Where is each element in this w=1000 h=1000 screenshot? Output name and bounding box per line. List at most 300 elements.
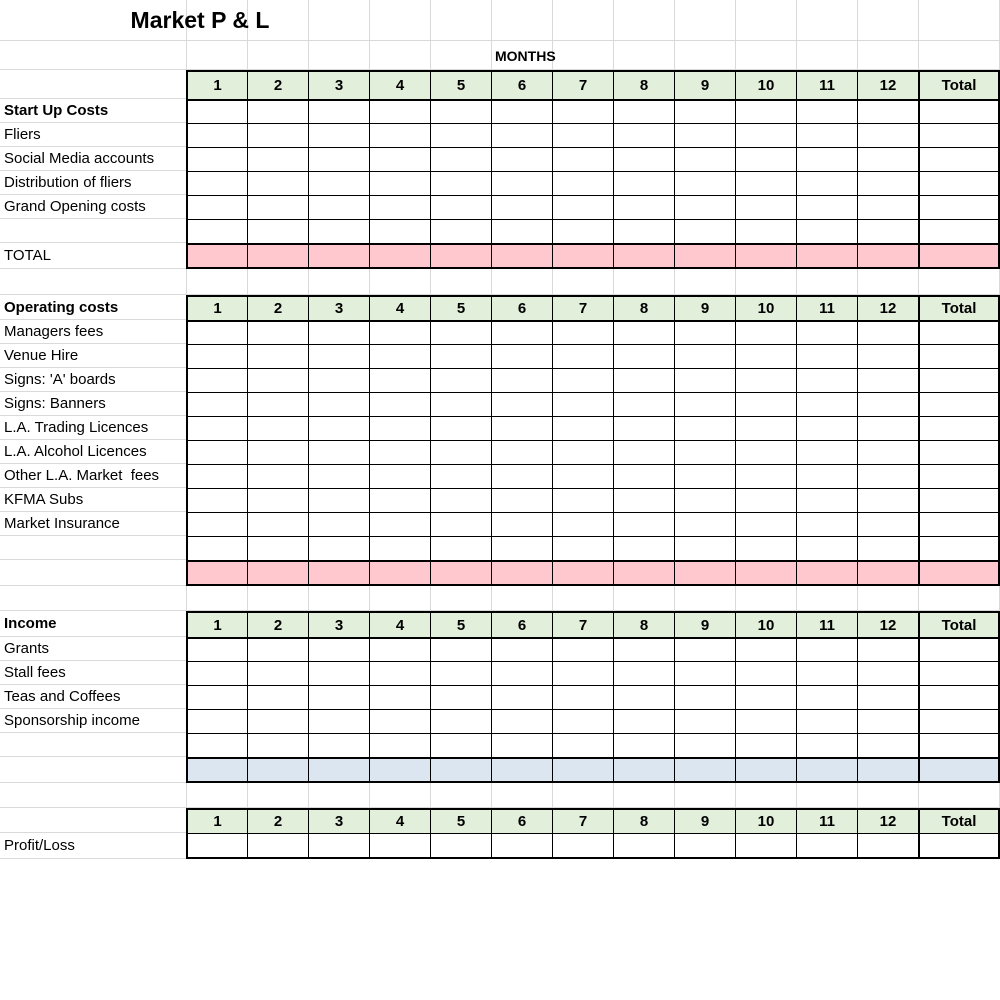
data-cell[interactable] bbox=[552, 637, 613, 661]
data-cell[interactable] bbox=[552, 440, 613, 464]
data-cell[interactable] bbox=[491, 344, 552, 368]
data-cell[interactable] bbox=[430, 536, 491, 560]
data-cell[interactable] bbox=[308, 440, 369, 464]
empty-grid-cell[interactable] bbox=[0, 41, 186, 70]
data-cell[interactable] bbox=[552, 99, 613, 123]
data-cell[interactable] bbox=[857, 195, 918, 219]
total-row-cell[interactable] bbox=[430, 560, 491, 586]
empty-grid-cell[interactable] bbox=[918, 269, 1000, 295]
empty-grid-cell[interactable] bbox=[674, 269, 735, 295]
data-cell[interactable] bbox=[491, 833, 552, 859]
income-total-cell[interactable] bbox=[491, 757, 552, 783]
data-cell[interactable] bbox=[430, 512, 491, 536]
data-cell[interactable] bbox=[491, 195, 552, 219]
total-row-cell[interactable] bbox=[308, 560, 369, 586]
data-cell[interactable] bbox=[369, 536, 430, 560]
data-cell[interactable] bbox=[918, 488, 1000, 512]
data-cell[interactable] bbox=[796, 488, 857, 512]
empty-grid-cell[interactable] bbox=[369, 41, 430, 70]
empty-grid-cell[interactable] bbox=[674, 783, 735, 808]
row-label-sponsorship-income[interactable]: Sponsorship income bbox=[0, 709, 186, 733]
data-cell[interactable] bbox=[491, 536, 552, 560]
data-cell[interactable] bbox=[796, 392, 857, 416]
data-cell[interactable] bbox=[308, 344, 369, 368]
data-cell[interactable] bbox=[308, 416, 369, 440]
data-cell[interactable] bbox=[735, 147, 796, 171]
data-cell[interactable] bbox=[918, 368, 1000, 392]
empty-grid-cell[interactable] bbox=[430, 0, 491, 41]
empty-grid-cell[interactable] bbox=[613, 269, 674, 295]
income-total-cell[interactable] bbox=[247, 757, 308, 783]
empty-label-cell[interactable] bbox=[0, 733, 186, 757]
data-cell[interactable] bbox=[491, 733, 552, 757]
data-cell[interactable] bbox=[796, 833, 857, 859]
data-cell[interactable] bbox=[247, 661, 308, 685]
empty-grid-cell[interactable] bbox=[735, 269, 796, 295]
data-cell[interactable] bbox=[918, 661, 1000, 685]
month-header-cell[interactable]: 1 bbox=[186, 808, 247, 833]
data-cell[interactable] bbox=[735, 344, 796, 368]
data-cell[interactable] bbox=[186, 833, 247, 859]
month-header-cell[interactable]: 4 bbox=[369, 611, 430, 637]
empty-grid-cell[interactable] bbox=[247, 783, 308, 808]
data-cell[interactable] bbox=[735, 99, 796, 123]
month-header-cell[interactable]: 6 bbox=[491, 295, 552, 320]
data-cell[interactable] bbox=[247, 392, 308, 416]
data-cell[interactable] bbox=[369, 733, 430, 757]
data-cell[interactable] bbox=[674, 833, 735, 859]
data-cell[interactable] bbox=[308, 488, 369, 512]
data-cell[interactable] bbox=[735, 464, 796, 488]
month-header-cell[interactable]: 2 bbox=[247, 295, 308, 320]
income-total-cell[interactable] bbox=[857, 757, 918, 783]
empty-grid-cell[interactable] bbox=[0, 783, 186, 808]
data-cell[interactable] bbox=[247, 512, 308, 536]
data-cell[interactable] bbox=[735, 416, 796, 440]
row-label-signs-a-boards[interactable]: Signs: 'A' boards bbox=[0, 368, 186, 392]
data-cell[interactable] bbox=[674, 464, 735, 488]
data-cell[interactable] bbox=[430, 637, 491, 661]
data-cell[interactable] bbox=[308, 195, 369, 219]
month-header-cell[interactable]: 6 bbox=[491, 808, 552, 833]
data-cell[interactable] bbox=[796, 416, 857, 440]
data-cell[interactable] bbox=[918, 147, 1000, 171]
total-row-cell[interactable] bbox=[491, 243, 552, 269]
row-label-l-a-alcohol-licences[interactable]: L.A. Alcohol Licences bbox=[0, 440, 186, 464]
data-cell[interactable] bbox=[552, 392, 613, 416]
row-label-kfma-subs[interactable]: KFMA Subs bbox=[0, 488, 186, 512]
data-cell[interactable] bbox=[491, 123, 552, 147]
income-total-cell[interactable] bbox=[613, 757, 674, 783]
empty-grid-cell[interactable] bbox=[796, 0, 857, 41]
row-label-grand-opening-costs[interactable]: Grand Opening costs bbox=[0, 195, 186, 219]
data-cell[interactable] bbox=[796, 685, 857, 709]
month-header-cell[interactable]: 3 bbox=[308, 611, 369, 637]
data-cell[interactable] bbox=[552, 416, 613, 440]
row-label-managers-fees[interactable]: Managers fees bbox=[0, 320, 186, 344]
data-cell[interactable] bbox=[674, 99, 735, 123]
month-header-cell[interactable]: 11 bbox=[796, 70, 857, 99]
data-cell[interactable] bbox=[918, 709, 1000, 733]
data-cell[interactable] bbox=[186, 392, 247, 416]
row-label-venue-hire[interactable]: Venue Hire bbox=[0, 344, 186, 368]
data-cell[interactable] bbox=[735, 733, 796, 757]
data-cell[interactable] bbox=[613, 99, 674, 123]
month-header-cell[interactable]: 4 bbox=[369, 808, 430, 833]
data-cell[interactable] bbox=[491, 392, 552, 416]
total-row-cell[interactable] bbox=[552, 243, 613, 269]
row-label-distribution-of-fliers[interactable]: Distribution of fliers bbox=[0, 171, 186, 195]
total-row-cell[interactable] bbox=[247, 243, 308, 269]
data-cell[interactable] bbox=[735, 123, 796, 147]
data-cell[interactable] bbox=[857, 416, 918, 440]
month-header-cell[interactable]: 9 bbox=[674, 808, 735, 833]
data-cell[interactable] bbox=[491, 416, 552, 440]
month-header-cell[interactable]: 3 bbox=[308, 70, 369, 99]
data-cell[interactable] bbox=[308, 219, 369, 243]
data-cell[interactable] bbox=[796, 464, 857, 488]
data-cell[interactable] bbox=[430, 416, 491, 440]
data-cell[interactable] bbox=[369, 171, 430, 195]
data-cell[interactable] bbox=[918, 195, 1000, 219]
total-header-cell[interactable]: Total bbox=[918, 295, 1000, 320]
month-header-cell[interactable]: 3 bbox=[308, 295, 369, 320]
income-total-cell[interactable] bbox=[918, 757, 1000, 783]
data-cell[interactable] bbox=[552, 685, 613, 709]
data-cell[interactable] bbox=[857, 368, 918, 392]
row-label-fliers[interactable]: Fliers bbox=[0, 123, 186, 147]
month-header-cell[interactable]: 12 bbox=[857, 70, 918, 99]
data-cell[interactable] bbox=[247, 440, 308, 464]
data-cell[interactable] bbox=[918, 219, 1000, 243]
data-cell[interactable] bbox=[369, 368, 430, 392]
month-header-cell[interactable]: 2 bbox=[247, 808, 308, 833]
data-cell[interactable] bbox=[430, 195, 491, 219]
empty-grid-cell[interactable] bbox=[735, 586, 796, 611]
data-cell[interactable] bbox=[552, 512, 613, 536]
data-cell[interactable] bbox=[857, 123, 918, 147]
data-cell[interactable] bbox=[552, 171, 613, 195]
empty-label-cell[interactable] bbox=[0, 757, 186, 783]
data-cell[interactable] bbox=[247, 219, 308, 243]
total-row-cell[interactable] bbox=[613, 243, 674, 269]
data-cell[interactable] bbox=[186, 709, 247, 733]
data-cell[interactable] bbox=[796, 147, 857, 171]
data-cell[interactable] bbox=[552, 536, 613, 560]
row-label-profit-loss[interactable]: Profit/Loss bbox=[0, 833, 186, 859]
empty-grid-cell[interactable] bbox=[186, 586, 247, 611]
data-cell[interactable] bbox=[918, 833, 1000, 859]
data-cell[interactable] bbox=[186, 123, 247, 147]
empty-grid-cell[interactable] bbox=[491, 586, 552, 611]
data-cell[interactable] bbox=[857, 99, 918, 123]
data-cell[interactable] bbox=[735, 219, 796, 243]
data-cell[interactable] bbox=[369, 320, 430, 344]
month-header-cell[interactable]: 8 bbox=[613, 70, 674, 99]
empty-grid-cell[interactable] bbox=[430, 41, 491, 70]
month-header-cell[interactable]: 5 bbox=[430, 611, 491, 637]
data-cell[interactable] bbox=[735, 709, 796, 733]
data-cell[interactable] bbox=[674, 320, 735, 344]
data-cell[interactable] bbox=[430, 219, 491, 243]
data-cell[interactable] bbox=[247, 123, 308, 147]
row-label-social-media-accounts[interactable]: Social Media accounts bbox=[0, 147, 186, 171]
data-cell[interactable] bbox=[369, 392, 430, 416]
data-cell[interactable] bbox=[674, 344, 735, 368]
income-total-cell[interactable] bbox=[308, 757, 369, 783]
data-cell[interactable] bbox=[857, 320, 918, 344]
month-header-cell[interactable]: 7 bbox=[552, 808, 613, 833]
data-cell[interactable] bbox=[430, 171, 491, 195]
data-cell[interactable] bbox=[247, 195, 308, 219]
data-cell[interactable] bbox=[186, 733, 247, 757]
data-cell[interactable] bbox=[308, 512, 369, 536]
total-row-cell[interactable] bbox=[735, 560, 796, 586]
empty-grid-cell[interactable] bbox=[857, 269, 918, 295]
month-header-cell[interactable]: 7 bbox=[552, 295, 613, 320]
data-cell[interactable] bbox=[247, 171, 308, 195]
row-label-start-up-costs[interactable]: Start Up Costs bbox=[0, 99, 186, 123]
empty-grid-cell[interactable] bbox=[491, 783, 552, 808]
empty-grid-cell[interactable] bbox=[735, 783, 796, 808]
data-cell[interactable] bbox=[552, 344, 613, 368]
data-cell[interactable] bbox=[430, 123, 491, 147]
data-cell[interactable] bbox=[430, 464, 491, 488]
data-cell[interactable] bbox=[796, 123, 857, 147]
empty-grid-cell[interactable] bbox=[308, 586, 369, 611]
data-cell[interactable] bbox=[674, 392, 735, 416]
data-cell[interactable] bbox=[430, 392, 491, 416]
empty-grid-cell[interactable] bbox=[308, 783, 369, 808]
empty-grid-cell[interactable] bbox=[552, 269, 613, 295]
month-header-cell[interactable]: 8 bbox=[613, 295, 674, 320]
data-cell[interactable] bbox=[186, 416, 247, 440]
data-cell[interactable] bbox=[369, 123, 430, 147]
data-cell[interactable] bbox=[918, 536, 1000, 560]
data-cell[interactable] bbox=[247, 344, 308, 368]
data-cell[interactable] bbox=[735, 512, 796, 536]
data-cell[interactable] bbox=[674, 123, 735, 147]
month-header-cell[interactable]: 5 bbox=[430, 295, 491, 320]
data-cell[interactable] bbox=[369, 440, 430, 464]
empty-grid-cell[interactable] bbox=[918, 783, 1000, 808]
data-cell[interactable] bbox=[796, 536, 857, 560]
data-cell[interactable] bbox=[247, 536, 308, 560]
row-label-total[interactable]: TOTAL bbox=[0, 243, 186, 269]
month-header-cell[interactable]: 5 bbox=[430, 808, 491, 833]
data-cell[interactable] bbox=[857, 219, 918, 243]
data-cell[interactable] bbox=[796, 344, 857, 368]
data-cell[interactable] bbox=[613, 123, 674, 147]
data-cell[interactable] bbox=[308, 320, 369, 344]
data-cell[interactable] bbox=[247, 488, 308, 512]
data-cell[interactable] bbox=[369, 637, 430, 661]
total-header-cell[interactable]: Total bbox=[918, 808, 1000, 833]
data-cell[interactable] bbox=[247, 709, 308, 733]
total-row-cell[interactable] bbox=[186, 560, 247, 586]
data-cell[interactable] bbox=[308, 833, 369, 859]
empty-grid-cell[interactable] bbox=[247, 41, 308, 70]
data-cell[interactable] bbox=[186, 685, 247, 709]
data-cell[interactable] bbox=[552, 147, 613, 171]
data-cell[interactable] bbox=[857, 392, 918, 416]
empty-grid-cell[interactable] bbox=[735, 0, 796, 41]
data-cell[interactable] bbox=[308, 171, 369, 195]
month-header-cell[interactable]: 8 bbox=[613, 808, 674, 833]
data-cell[interactable] bbox=[369, 195, 430, 219]
data-cell[interactable] bbox=[796, 637, 857, 661]
data-cell[interactable] bbox=[430, 685, 491, 709]
data-cell[interactable] bbox=[186, 147, 247, 171]
data-cell[interactable] bbox=[857, 488, 918, 512]
data-cell[interactable] bbox=[918, 171, 1000, 195]
month-header-cell[interactable]: 1 bbox=[186, 611, 247, 637]
data-cell[interactable] bbox=[552, 733, 613, 757]
data-cell[interactable] bbox=[247, 637, 308, 661]
month-header-cell[interactable]: 9 bbox=[674, 295, 735, 320]
data-cell[interactable] bbox=[613, 440, 674, 464]
data-cell[interactable] bbox=[735, 440, 796, 464]
data-cell[interactable] bbox=[674, 709, 735, 733]
section-header-label-income[interactable]: Income bbox=[0, 611, 186, 637]
data-cell[interactable] bbox=[491, 368, 552, 392]
data-cell[interactable] bbox=[369, 833, 430, 859]
data-cell[interactable] bbox=[857, 512, 918, 536]
data-cell[interactable] bbox=[735, 392, 796, 416]
empty-grid-cell[interactable] bbox=[918, 0, 1000, 41]
data-cell[interactable] bbox=[430, 320, 491, 344]
data-cell[interactable] bbox=[735, 685, 796, 709]
total-row-cell[interactable] bbox=[735, 243, 796, 269]
data-cell[interactable] bbox=[430, 833, 491, 859]
data-cell[interactable] bbox=[918, 99, 1000, 123]
data-cell[interactable] bbox=[857, 709, 918, 733]
empty-grid-cell[interactable] bbox=[186, 269, 247, 295]
empty-grid-cell[interactable] bbox=[857, 783, 918, 808]
empty-grid-cell[interactable] bbox=[186, 783, 247, 808]
data-cell[interactable] bbox=[674, 661, 735, 685]
data-cell[interactable] bbox=[918, 637, 1000, 661]
data-cell[interactable] bbox=[674, 416, 735, 440]
empty-grid-cell[interactable] bbox=[552, 0, 613, 41]
data-cell[interactable] bbox=[247, 416, 308, 440]
data-cell[interactable] bbox=[186, 368, 247, 392]
data-cell[interactable] bbox=[735, 195, 796, 219]
data-cell[interactable] bbox=[918, 440, 1000, 464]
income-total-cell[interactable] bbox=[674, 757, 735, 783]
data-cell[interactable] bbox=[613, 195, 674, 219]
data-cell[interactable] bbox=[369, 464, 430, 488]
data-cell[interactable] bbox=[918, 512, 1000, 536]
empty-grid-cell[interactable] bbox=[796, 41, 857, 70]
data-cell[interactable] bbox=[796, 512, 857, 536]
row-label-grants[interactable]: Grants bbox=[0, 637, 186, 661]
data-cell[interactable] bbox=[674, 195, 735, 219]
data-cell[interactable] bbox=[918, 416, 1000, 440]
data-cell[interactable] bbox=[552, 709, 613, 733]
total-row-cell[interactable] bbox=[674, 560, 735, 586]
empty-grid-cell[interactable] bbox=[857, 41, 918, 70]
empty-grid-cell[interactable] bbox=[735, 41, 796, 70]
data-cell[interactable] bbox=[674, 536, 735, 560]
empty-grid-cell[interactable] bbox=[796, 586, 857, 611]
month-header-cell[interactable]: 3 bbox=[308, 808, 369, 833]
data-cell[interactable] bbox=[491, 512, 552, 536]
row-label-signs-banners[interactable]: Signs: Banners bbox=[0, 392, 186, 416]
data-cell[interactable] bbox=[491, 661, 552, 685]
month-header-cell[interactable]: 10 bbox=[735, 808, 796, 833]
data-cell[interactable] bbox=[369, 685, 430, 709]
data-cell[interactable] bbox=[918, 123, 1000, 147]
data-cell[interactable] bbox=[918, 392, 1000, 416]
data-cell[interactable] bbox=[491, 685, 552, 709]
data-cell[interactable] bbox=[369, 344, 430, 368]
data-cell[interactable] bbox=[613, 833, 674, 859]
data-cell[interactable] bbox=[491, 99, 552, 123]
total-row-cell[interactable] bbox=[552, 560, 613, 586]
month-header-cell[interactable]: 12 bbox=[857, 808, 918, 833]
data-cell[interactable] bbox=[186, 219, 247, 243]
empty-grid-cell[interactable] bbox=[796, 783, 857, 808]
data-cell[interactable] bbox=[613, 368, 674, 392]
data-cell[interactable] bbox=[918, 320, 1000, 344]
empty-grid-cell[interactable] bbox=[491, 269, 552, 295]
empty-grid-cell[interactable] bbox=[918, 586, 1000, 611]
data-cell[interactable] bbox=[308, 637, 369, 661]
data-cell[interactable] bbox=[186, 99, 247, 123]
data-cell[interactable] bbox=[735, 171, 796, 195]
month-header-cell[interactable]: 7 bbox=[552, 70, 613, 99]
total-row-cell[interactable] bbox=[369, 560, 430, 586]
income-total-cell[interactable] bbox=[430, 757, 491, 783]
empty-grid-cell[interactable] bbox=[552, 586, 613, 611]
data-cell[interactable] bbox=[674, 685, 735, 709]
data-cell[interactable] bbox=[796, 440, 857, 464]
empty-grid-cell[interactable] bbox=[613, 41, 674, 70]
data-cell[interactable] bbox=[308, 536, 369, 560]
data-cell[interactable] bbox=[735, 488, 796, 512]
data-cell[interactable] bbox=[369, 416, 430, 440]
month-header-cell[interactable]: 8 bbox=[613, 611, 674, 637]
data-cell[interactable] bbox=[491, 147, 552, 171]
data-cell[interactable] bbox=[613, 637, 674, 661]
empty-grid-cell[interactable] bbox=[918, 41, 1000, 70]
empty-grid-cell[interactable] bbox=[369, 586, 430, 611]
month-header-cell[interactable]: 9 bbox=[674, 611, 735, 637]
row-label-teas-and-coffees[interactable]: Teas and Coffees bbox=[0, 685, 186, 709]
data-cell[interactable] bbox=[674, 219, 735, 243]
data-cell[interactable] bbox=[369, 99, 430, 123]
data-cell[interactable] bbox=[857, 171, 918, 195]
data-cell[interactable] bbox=[857, 733, 918, 757]
data-cell[interactable] bbox=[796, 320, 857, 344]
data-cell[interactable] bbox=[308, 392, 369, 416]
data-cell[interactable] bbox=[735, 637, 796, 661]
empty-grid-cell[interactable] bbox=[0, 269, 186, 295]
total-row-cell[interactable] bbox=[674, 243, 735, 269]
empty-label-cell[interactable] bbox=[0, 560, 186, 586]
data-cell[interactable] bbox=[308, 464, 369, 488]
row-label-market-insurance[interactable]: Market Insurance bbox=[0, 512, 186, 536]
data-cell[interactable] bbox=[491, 709, 552, 733]
total-row-cell[interactable] bbox=[918, 243, 1000, 269]
empty-grid-cell[interactable] bbox=[0, 586, 186, 611]
data-cell[interactable] bbox=[186, 512, 247, 536]
data-cell[interactable] bbox=[857, 464, 918, 488]
empty-grid-cell[interactable] bbox=[430, 269, 491, 295]
data-cell[interactable] bbox=[308, 733, 369, 757]
data-cell[interactable] bbox=[308, 685, 369, 709]
